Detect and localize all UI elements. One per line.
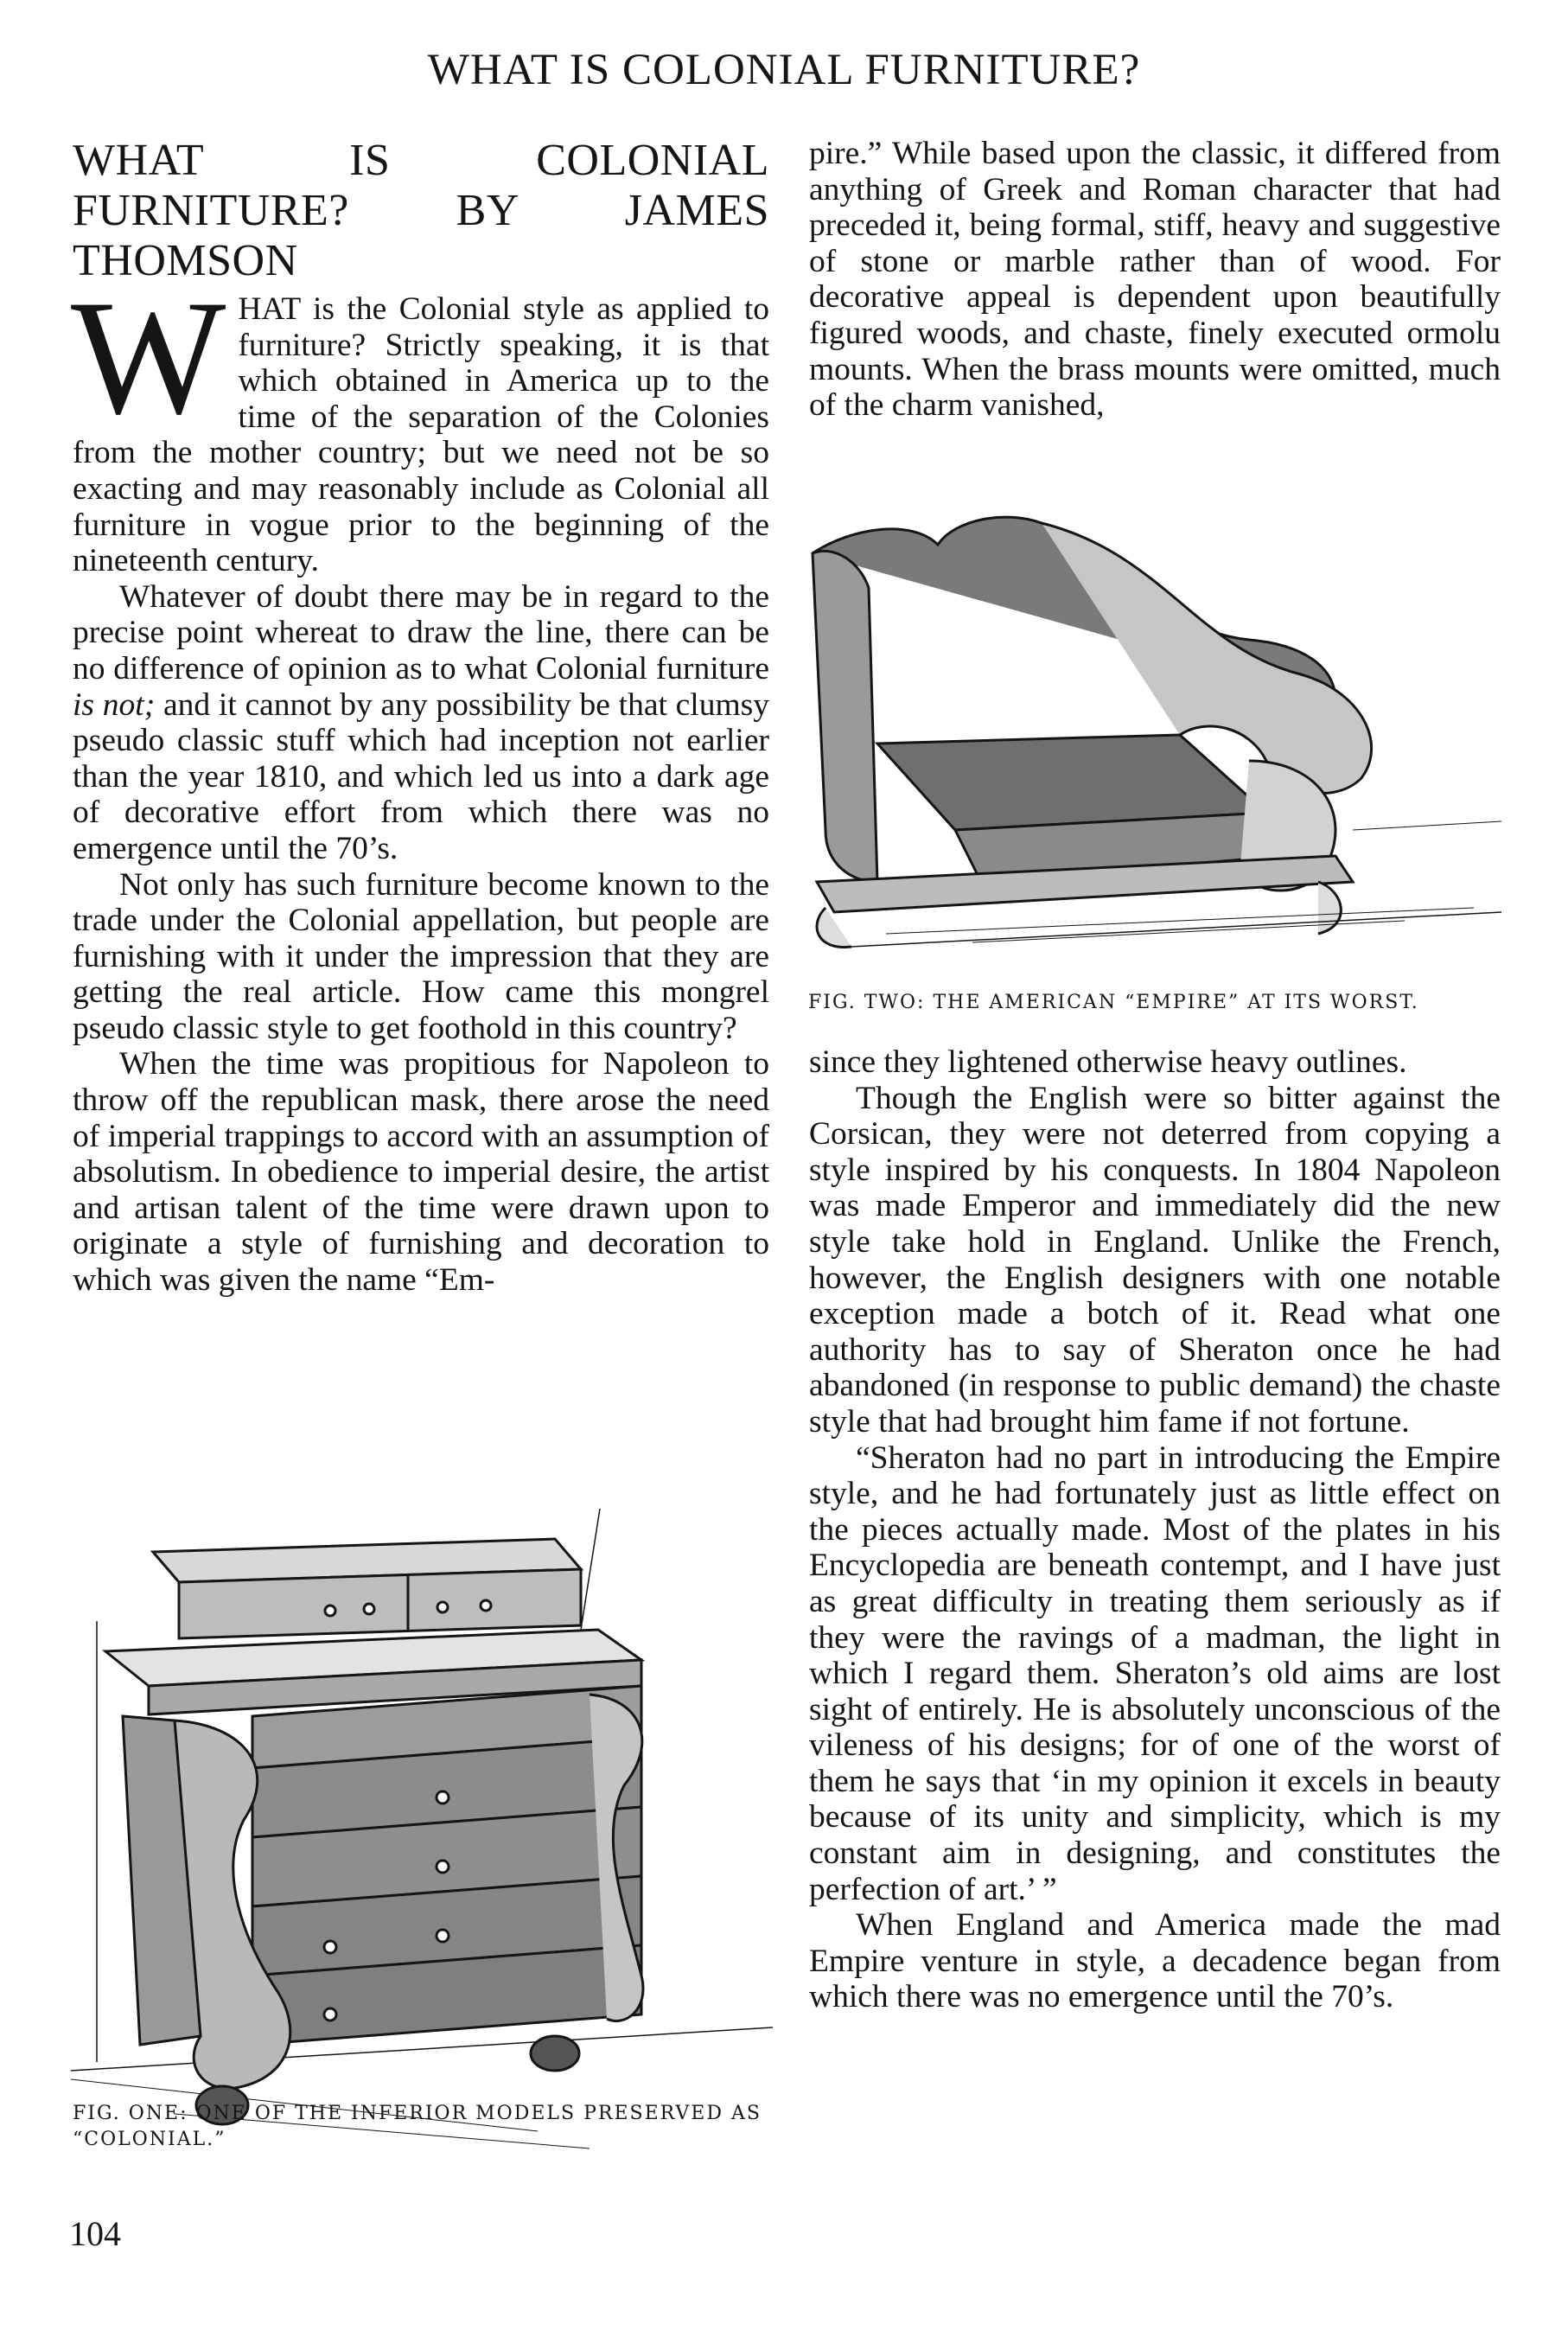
paragraph-2: [73, 579, 769, 867]
drop-cap: W: [71, 267, 226, 449]
left-column: [73, 136, 769, 1299]
paragraph-4: When the time was propitious for Napoleon to throw off the republican mask, there arose the need of imperial trappings to accord with an assumption of absolutism. In obedience to imperial desire, the artist and artisan talent of the time were drawn upon to originate a style of furnishing and decoration to which was given the name “Em-: [73, 1046, 769, 1299]
paragraph-7: Though the English were so bitter against the Corsican, they were not deterred from copying a style inspired by his conquests. In 1804 Napoleon was made Emperor and immediately did the new style take hold in England. Unlike the French, however, the English designers with one notable exception made a botch of it. Read what one authority has to say of Sheraton once he had abandoned (in response to public demand) the chaste style that had brought him fame if not fortune.: [809, 1080, 1501, 1440]
figure-one-caption: FIG. ONE: ONE OF THE INFERIOR MODELS PRESERVED AS “COLONIAL.”: [73, 2103, 762, 2150]
article-title: WHAT IS COLONIAL FURNITURE? BY JAMES THOMSON: [73, 136, 769, 285]
paragraph-8: “Sheraton had no part in introducing the Empire style, and he had fortunately just as little effect on the pieces actually made. Most of the plates in his Encyclopedia are beneath contempt, and I have just as great difficulty in treating them seriously as if they were the ravings of a madman, the light in which I regard them. Sheraton’s old aims are lost sight of entirely. He is absolutely unconscious of the vileness of his designs; for of one of the worst of them he says that ‘in my opinion it excels in beauty because of its unity and simplicity, which is my constant aim in designing, and constitutes the perfection of art.’ ”: [809, 1440, 1501, 1907]
paragraph-3: Not only has such furniture become known to the trade under the Colonial appellation, but people are furnishing with it under the impression that they are getting the real article. How came this mongrel pseudo classic style to get foothold in this country?: [73, 866, 769, 1046]
paragraph-6: since they lightened otherwise heavy outlines.: [809, 1044, 1407, 1080]
chest-of-drawers-illustration: [71, 1509, 773, 2170]
paragraph-5: pire.” While based upon the classic, it differed from anything of Greek and Roman character that had preceded it, being formal, stiff, heavy and suggestive of stone or marble rather than of wood. For decorative appeal is dependent upon beautifully figured woods, and chaste, finely executed ormolu mounts. When the brass mounts were omitted, much of the charm vanished,: [809, 136, 1501, 424]
paragraph-2-emphasis: is not;: [73, 686, 156, 723]
paragraph-2-text-b: and it cannot by any possibility be that clumsy pseudo classic stuff which had inception not earlier than the year 1810, and which led us into a dark age of decorative effort from which there was no emergence until the 70’s.: [73, 686, 769, 866]
paragraph-9: When England and America made the mad Empire venture in style, a decadence began from which there was no emergence until the 70’s.: [809, 1907, 1501, 2015]
paragraph-2-text-a: Whatever of doubt there may be in regard to the precise point whereat to draw the line, there can be no difference of opinion as to what Colonial furniture: [73, 578, 769, 686]
figure-one: [71, 1509, 773, 2170]
page-number: 104: [69, 2214, 121, 2253]
empire-chair-illustration: [800, 501, 1501, 960]
paragraph-1-text: HAT is the Colonial style as applied to furniture? Strictly speaking, it is that which obtained in America up to the time of the separation of the Colonies from the mother country; but we need not be so exacting and may reasonably include as Colonial all furniture in vogue prior to the beginning of the nineteenth century.: [73, 291, 769, 579]
right-column-top: [809, 136, 1501, 424]
running-head: WHAT IS COLONIAL FURNITURE?: [427, 46, 1141, 94]
paragraph-1: [71, 267, 769, 579]
figure-two: [800, 501, 1501, 1029]
right-column-bottom: [809, 1044, 1501, 2015]
figure-two-caption: FIG. TWO: THE AMERICAN “EMPIRE” AT ITS WORST.: [808, 992, 1419, 1013]
